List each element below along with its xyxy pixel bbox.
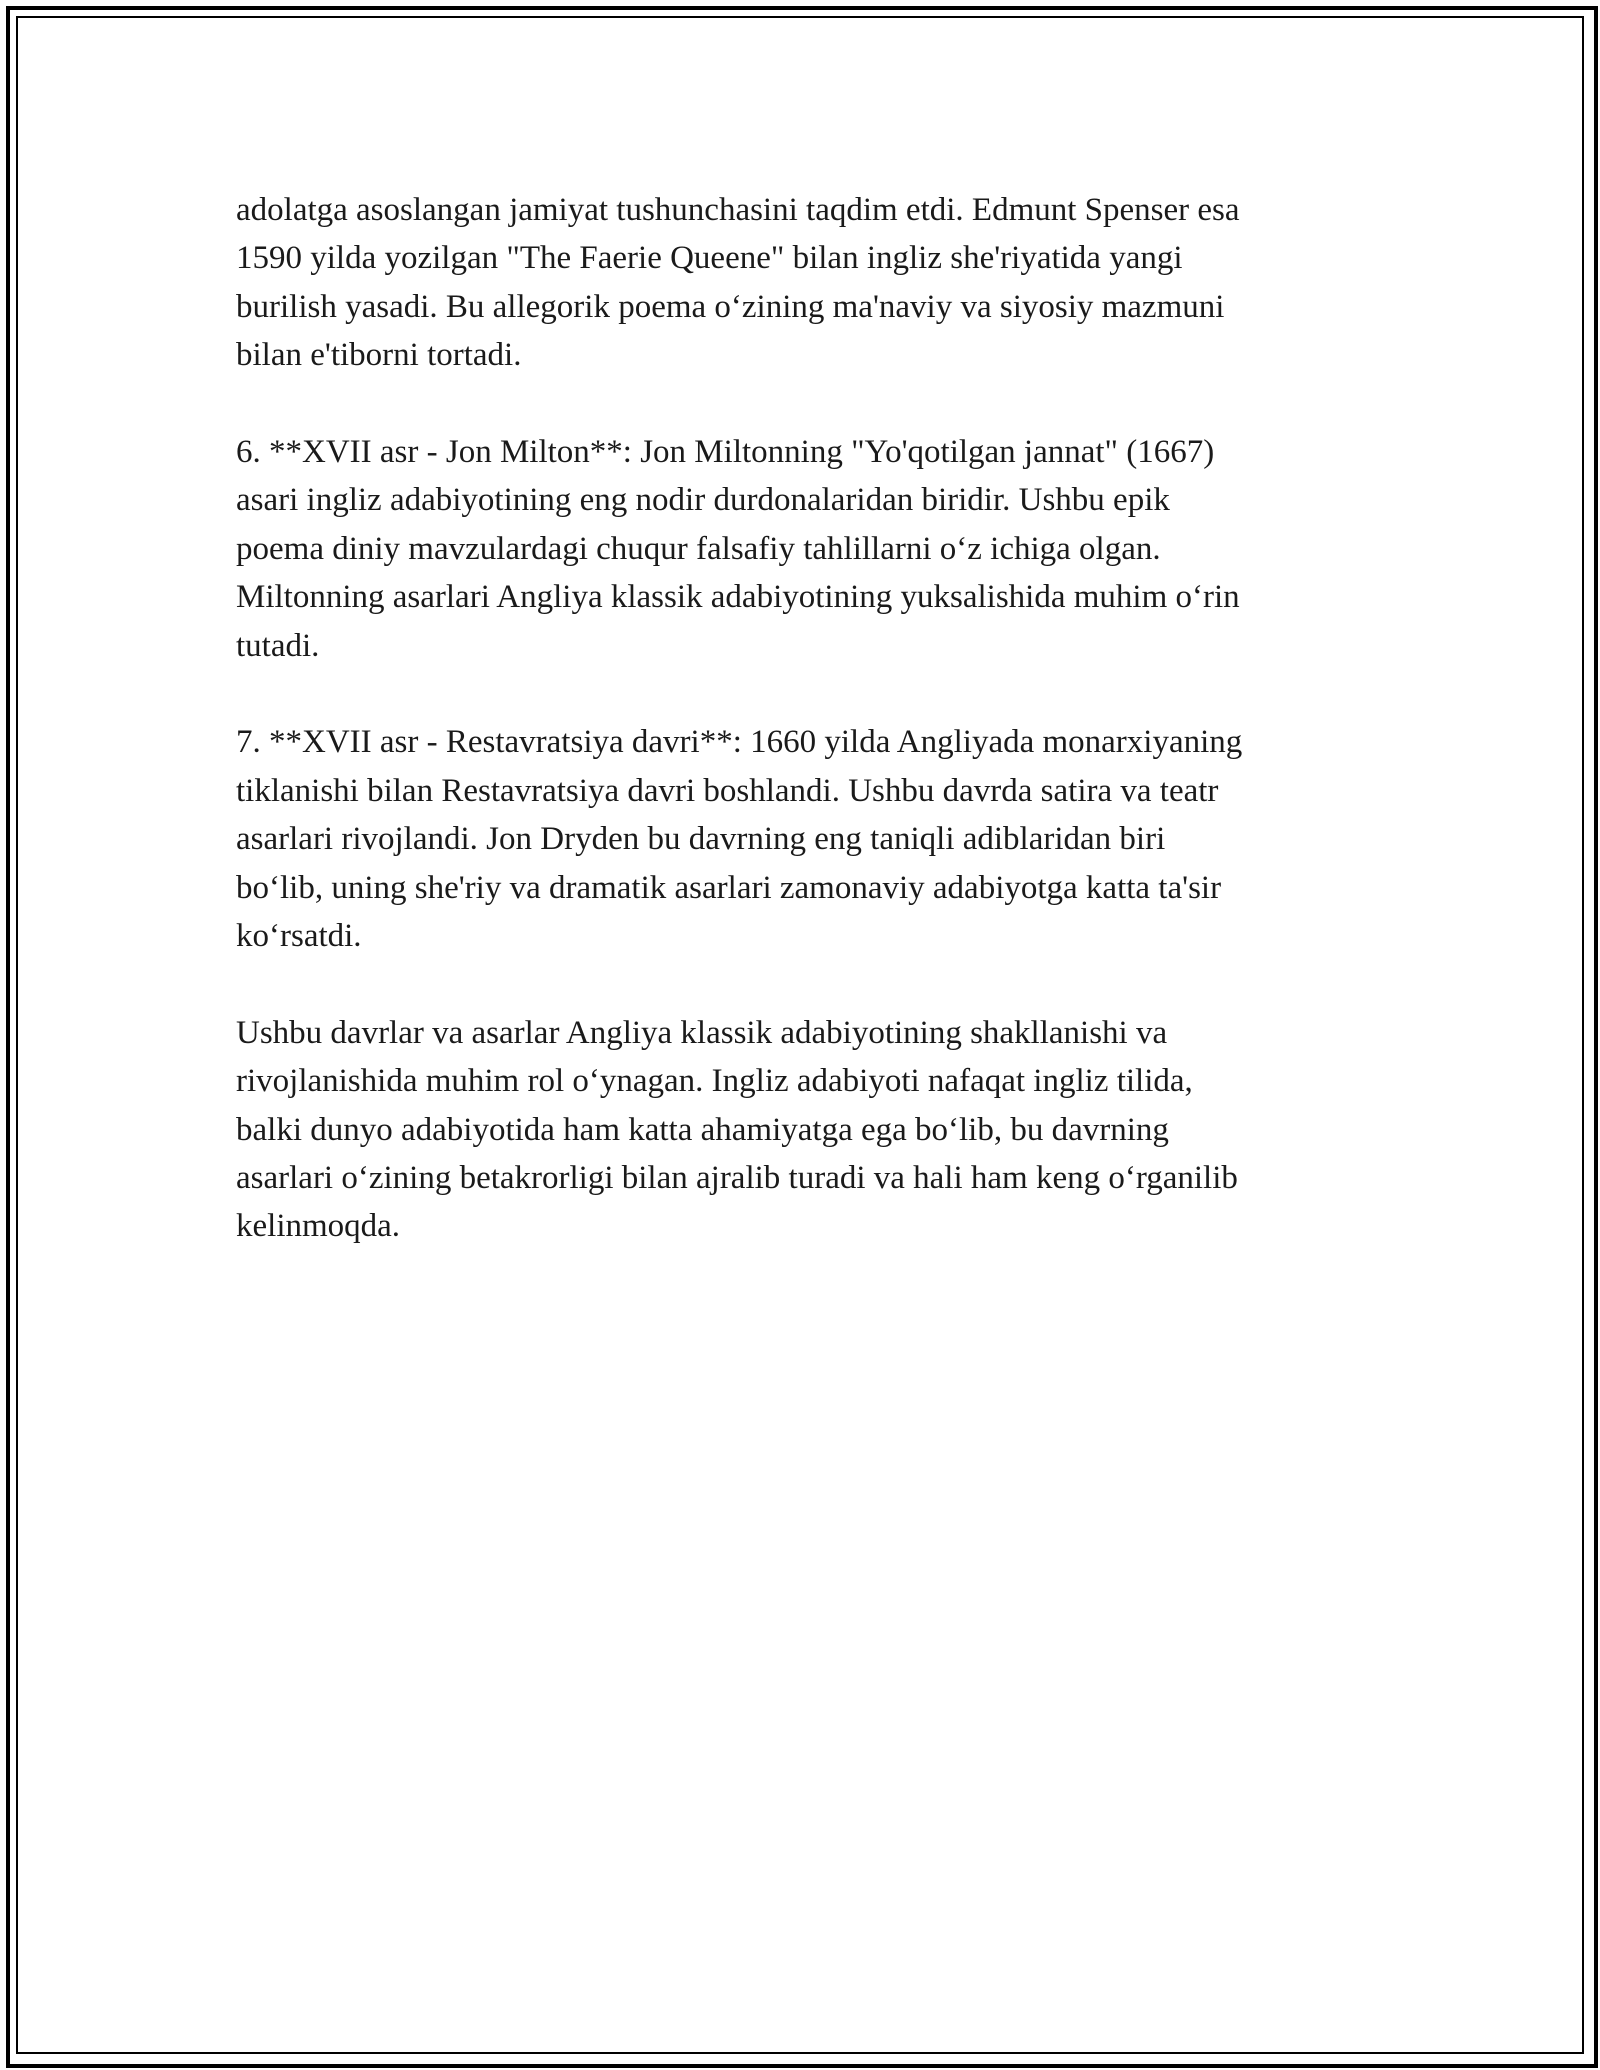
- text-line: 6. **XVII asr - Jon Milton**: Jon Miltonning "Yo'qotilgan jannat" (1667): [236, 434, 1215, 471]
- paragraph-milton: [236, 428, 1366, 670]
- text-line: 7. **XVII asr - Restavratsiya davri**: 1660 yilda Angliyada monarxiyaning: [236, 724, 1243, 761]
- text-line: burilish yasadi. Bu allegorik poema oʻzining ma'naviy va siyosiy mazmuni: [236, 288, 1225, 325]
- text-line: poema diniy mavzulardagi chuqur falsafiy tahlillarni oʻz ichiga olgan.: [236, 530, 1161, 567]
- text-line: asarlari oʻzining betakrorligi bilan ajralib turadi va hali ham keng oʻrganilib: [236, 1160, 1238, 1197]
- text-line: asari ingliz adabiyotining eng nodir durdonalaridan biridir. Ushbu epik: [236, 482, 1170, 519]
- text-line: bilan e'tiborni tortadi.: [236, 337, 522, 374]
- text-line: kelinmoqda.: [236, 1208, 401, 1245]
- paragraph-spenser: [236, 186, 1366, 380]
- text-line: boʻlib, uning she'riy va dramatik asarlari zamonaviy adabiyotga katta ta'sir: [236, 869, 1222, 906]
- text-line: tutadi.: [236, 627, 320, 664]
- text-line: asarlari rivojlandi. Jon Dryden bu davrning eng taniqli adiblaridan biri: [236, 821, 1166, 858]
- text-line: tiklanishi bilan Restavratsiya davri boshlandi. Ushbu davrda satira va teatr: [236, 772, 1219, 809]
- paragraph-restoration: [236, 718, 1366, 960]
- text-line: rivojlanishida muhim rol oʻynagan. Ingliz adabiyoti nafaqat ingliz tilida,: [236, 1063, 1193, 1100]
- text-line: Ushbu davrlar va asarlar Angliya klassik adabiyotining shakllanishi va: [236, 1014, 1168, 1051]
- document-body: [236, 186, 1366, 1299]
- text-line: koʻrsatdi.: [236, 918, 362, 955]
- text-line: balki dunyo adabiyotida ham katta ahamiyatga ega boʻlib, bu davrning: [236, 1111, 1169, 1148]
- text-line: Miltonning asarlari Angliya klassik adabiyotining yuksalishida muhim oʻrin: [236, 579, 1240, 616]
- text-line: 1590 yilda yozilgan "The Faerie Queene" bilan ingliz she'riyatida yangi: [236, 240, 1183, 277]
- text-line: adolatga asoslangan jamiyat tushunchasini taqdim etdi. Edmunt Spenser esa: [236, 192, 1240, 228]
- paragraph-conclusion: [236, 1009, 1366, 1251]
